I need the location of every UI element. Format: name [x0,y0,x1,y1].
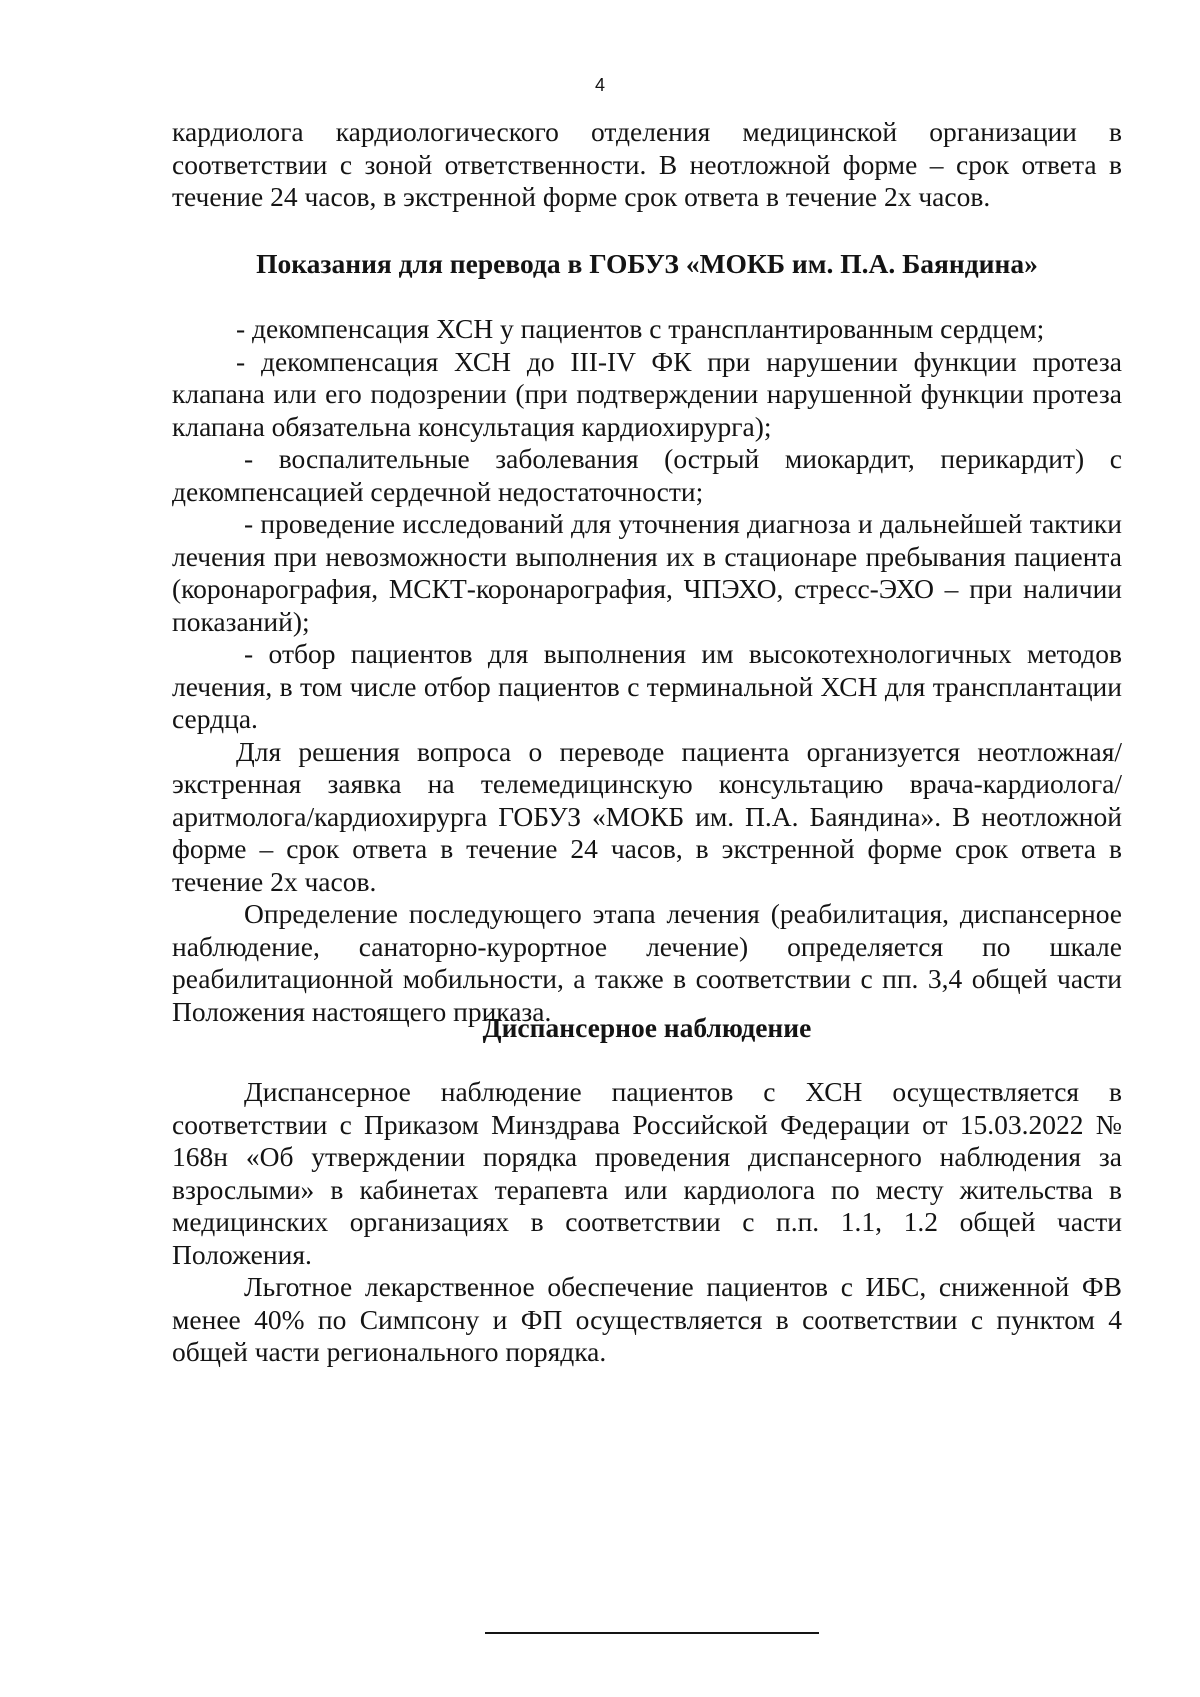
drug-provision-paragraph: Льготное лекарственное обеспечение пациентов с ИБС, сниженной ФВ менее 40% по Симпсону и ФП осуществляется в соответствии с пунктом 4 общей части регионального порядка. [172,1271,1122,1367]
transfer-indications-block [172,313,1122,1028]
transfer-procedure-paragraph: Для решения вопроса о переводе пациента организуется неотложная/экстренная заявка на телемедицинскую консультацию врача-кардиолога/аритмолога/кардиохирурга ГОБУЗ «МОКБ им. П.А. Баяндина». В неотложной форме – срок ответа в течение 24 часов, в экстренной форме срок ответа в течение 2х часов. [172,735,1122,897]
transfer-indications-heading: Показания для перевода в ГОБУЗ «МОКБ им. П.А. Баяндина» [256,248,1038,279]
dispensary-observation-block [172,1076,1122,1369]
transfer-indication-item: - проведение исследований для уточнения диагноза и дальнейшей тактики лечения при невозможности выполнения их в стационаре пребывания пациента (коронарография, МСКТ-коронарография, ЧПЭХО, стресс-ЭХО – при наличии показаний); [172,508,1122,637]
transfer-indication-item: - воспалительные заболевания (острый миокардит, перикардит) с декомпенсацией сердечной недостаточности; [172,443,1122,507]
dispensary-observation-heading: Диспансерное наблюдение [482,1012,812,1043]
transfer-indication-item: - отбор пациентов для выполнения им высокотехнологичных методов лечения, в том числе отбор пациентов с терминальной ХСН для трансплантации сердца. [172,638,1122,734]
transfer-indication-item: - декомпенсация ХСН до III-IV ФК при нарушении функции протеза клапана или его подозрении (при подтверждении нарушенной функции протеза клапана обязательна консультация кардиохирурга); [172,345,1122,442]
dispensary-observation-paragraph: Диспансерное наблюдение пациентов с ХСН осуществляется в соответствии с Приказом Минздрава Российской Федерации от 15.03.2022 № 168н «Об утверждении порядка проведения диспансерного наблюдения за взрослыми» в кабинетах терапевта или кардиолога по месту жительства в медицинских организациях в соответствии с п.п. 1.1, 1.2 общей части Положения. [172,1076,1122,1270]
intro-paragraph-block [172,116,1122,214]
page-number: 4 [594,75,605,95]
closing-horizontal-rule [485,1632,819,1634]
transfer-indication-item: - декомпенсация ХСН у пациентов с трансплантированным сердцем; [236,313,1045,344]
intro-paragraph: кардиолога кардиологического отделения медицинской организации в соответствии с зоной ответственности. В неотложной форме – срок ответа в течение 24 часов, в экстренной форме срок ответа в течение 2х часов. [172,116,1122,212]
next-stage-paragraph: Определение последующего этапа лечения (реабилитация, диспансерное наблюдение, санаторно-курортное лечение) определяется по шкале реабилитационной мобильности, а также в соответствии с пп. 3,4 общей части Положения настоящего приказа. [172,898,1122,1027]
